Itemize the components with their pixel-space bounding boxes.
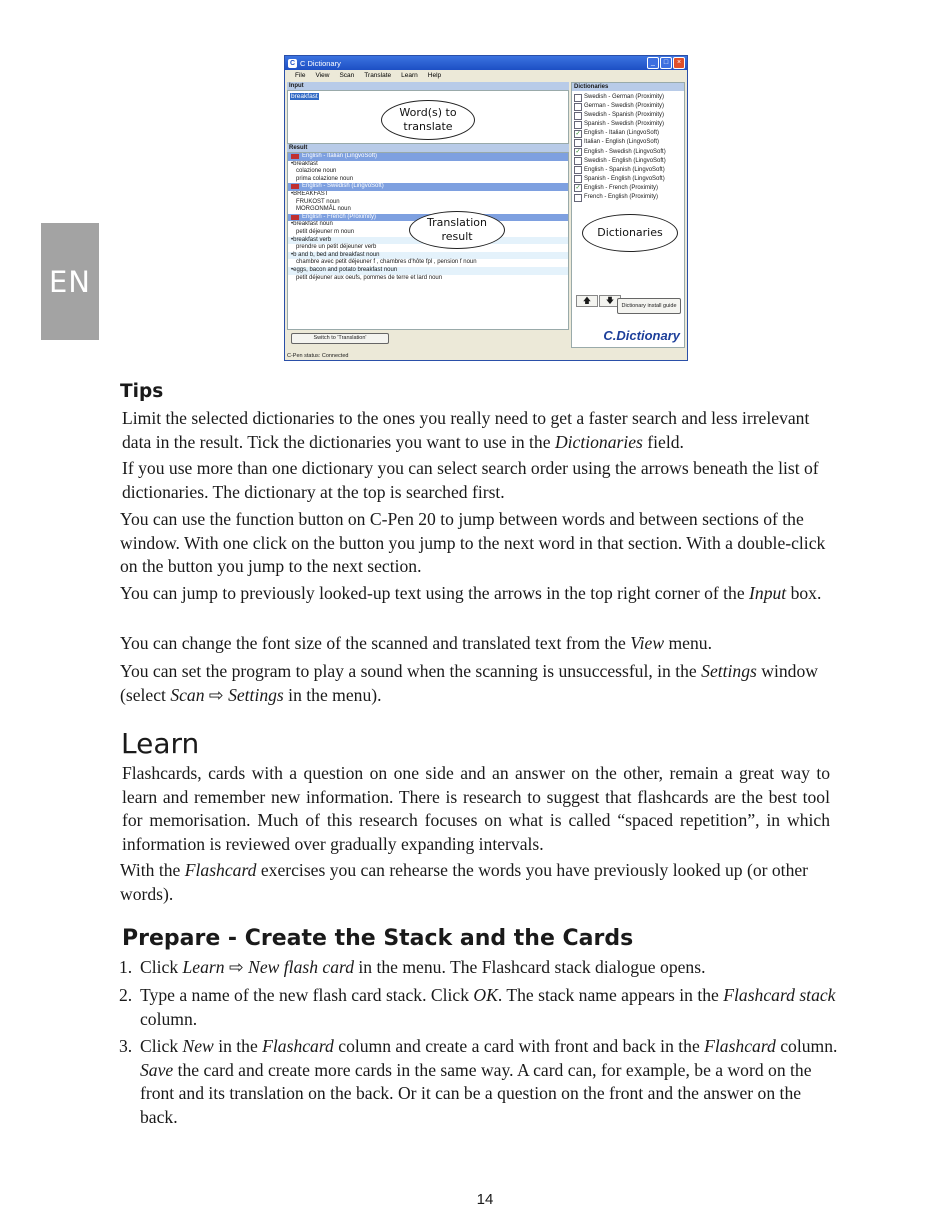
dictionary-checkbox[interactable]: ✓ — [575, 130, 581, 137]
result-dictionary-header: English - Italian (LingvoSoft) — [288, 153, 568, 161]
callout-dictionaries-label: Dictionaries — [597, 226, 663, 239]
text-run: the card and create more cards in the same way. A card can, for example, be a word on the front and its translation on the back. Or it can be a question on the front and the answer on the back. — [140, 1059, 812, 1127]
dictionary-item[interactable] — [574, 102, 682, 111]
text-run: ⇨ — [224, 957, 249, 977]
text-run: in the menu. The Flashcard stack dialogue opens. — [354, 957, 706, 977]
dictionary-checkbox[interactable] — [574, 112, 582, 120]
text-run: box. — [786, 583, 822, 603]
dictionaries-header: Dictionaries — [572, 83, 684, 91]
text-run: column. — [775, 1036, 838, 1056]
result-row: •eggs, bacon and potato breakfast noun — [288, 267, 568, 275]
learn-paragraph-2 — [120, 859, 840, 906]
install-guide-button[interactable]: Dictionary install guide — [617, 298, 681, 314]
dictionary-label: English - Swedish (LingvoSoft) — [584, 148, 666, 155]
text-run: Click — [140, 1036, 183, 1056]
window-title: C Dictionary — [300, 58, 341, 68]
result-row: •b and b, bed and breakfast noun — [288, 252, 568, 260]
menu-help[interactable]: Help — [427, 71, 442, 79]
dictionary-checkbox[interactable] — [574, 157, 582, 165]
language-tab — [41, 223, 99, 340]
dictionary-list — [572, 91, 684, 204]
tip-3 — [120, 508, 840, 579]
text-run: . The stack name appears in the — [497, 985, 724, 1005]
menu-view[interactable]: View — [315, 71, 330, 79]
text-run: in the — [213, 1036, 263, 1056]
move-down-button[interactable]: 🡇 — [599, 295, 621, 307]
step-3 — [119, 1035, 839, 1129]
tip-4 — [120, 582, 840, 606]
learn-heading: Learn — [121, 727, 200, 760]
result-row: •BREAKFAST — [291, 190, 329, 197]
step-1-number: 1. — [119, 957, 133, 977]
minimize-icon[interactable]: _ — [647, 57, 659, 69]
dictionary-item[interactable] — [574, 193, 682, 202]
text-run: Flashcard — [184, 860, 257, 880]
step-3-text — [140, 1035, 839, 1129]
dictionary-label: English - Spanish (LingvoSoft) — [584, 166, 665, 173]
dictionary-screenshot — [284, 55, 688, 361]
dictionary-item[interactable] — [574, 129, 682, 138]
result-row: FRUKOST noun — [296, 198, 340, 205]
dictionary-item[interactable] — [574, 175, 682, 184]
result-row: chambre avec petit déjeuner f , chambres d'hôte fpl , pension f noun — [296, 259, 477, 266]
input-text: breakfast — [291, 93, 318, 100]
text-run: If you use more than one dictionary you can select search order using the arrows beneath the list of dictionaries. The dictionary at the top is searched first. — [122, 458, 819, 502]
dictionary-label: Italian - English (LingvoSoft) — [584, 139, 660, 146]
text-run: You can use the function button on C-Pen 20 to jump between words and between sections of the window. With one click on the button you jump to the next word in that section. With a double-click on the button you jump to the next section. — [120, 509, 826, 576]
dictionary-checkbox[interactable] — [574, 139, 582, 147]
text-run: Type a name of the new flash card stack. Click — [140, 985, 474, 1005]
learn-paragraph-1 — [122, 762, 830, 856]
text-run: View — [630, 633, 665, 653]
dictionary-checkbox[interactable]: ✓ — [575, 185, 581, 192]
text-run: Dictionaries — [554, 431, 643, 452]
dictionary-item[interactable] — [574, 157, 682, 166]
dictionary-checkbox[interactable] — [574, 94, 582, 102]
text-run: You can set the program to play a sound when the scanning is unsuccessful, in the — [120, 661, 702, 681]
menu-scan[interactable]: Scan — [339, 71, 355, 79]
result-header: Result — [287, 144, 569, 152]
status-bar: C-Pen status: Connected — [287, 353, 349, 359]
callout-words-label: Word(s) to translate — [399, 106, 457, 133]
text-run: Settings — [701, 661, 757, 681]
move-up-button[interactable]: 🡅 — [576, 295, 598, 307]
text-run: Flashcard — [704, 1036, 776, 1056]
result-row: colazione noun — [296, 168, 337, 175]
dictionary-label: Spanish - Swedish (Proximity) — [584, 121, 665, 128]
menu-bar — [285, 70, 687, 80]
text-run: New — [182, 1036, 214, 1056]
text-run: Flashcard stack — [723, 985, 836, 1005]
text-run: Save — [140, 1059, 174, 1080]
text-run: column. — [140, 1008, 198, 1029]
step-2-number: 2. — [119, 985, 133, 1005]
step-2 — [119, 984, 839, 1031]
dictionary-label: Swedish - English (LingvoSoft) — [584, 157, 666, 164]
input-header: Input — [287, 82, 569, 90]
text-run: Learn — [182, 957, 225, 977]
language-tab-label: EN — [48, 264, 92, 299]
text-run: OK — [473, 985, 498, 1005]
text-run: With the — [120, 860, 185, 880]
callout-result-label: Translation result — [427, 216, 487, 243]
dictionary-label: French - English (Proximity) — [584, 194, 659, 201]
text-run: column and create a card with front and back in the — [333, 1036, 705, 1056]
tip-6 — [120, 660, 840, 707]
maximize-icon[interactable]: □ — [660, 57, 672, 69]
step-3-number: 3. — [119, 1036, 133, 1056]
result-row: prendre un petit déjeuner verb — [296, 244, 377, 251]
text-run: field. — [642, 431, 684, 452]
dictionary-checkbox[interactable]: ✓ — [575, 149, 581, 156]
dictionary-label: Spanish - English (LingvoSoft) — [584, 175, 665, 182]
tip-2 — [122, 457, 840, 504]
callout-result — [409, 211, 505, 249]
window-titlebar — [285, 56, 687, 70]
text-run: window (select — [120, 661, 818, 705]
learn-paragraph-1-text: Flashcards, cards with a question on one side and an answer on the other, remain a great way to learn and remember new information. There is research to suggest that flashcards are the best tool for memorisation. Much of this research focuses on what is called “spaced repetition”, in which information is reviewed over gradually expanding intervals. — [122, 763, 830, 854]
callout-words — [381, 100, 475, 140]
step-1-text — [140, 956, 839, 980]
text-run: You can jump to previously looked-up text using the arrows in the top right corner of the — [120, 583, 750, 603]
dictionary-item[interactable] — [574, 93, 682, 102]
result-row: MORGONMÅL noun — [296, 206, 351, 213]
result-row: petit déjeuner aux oeufs, pommes de terre et lard noun — [296, 274, 443, 281]
step-1 — [119, 956, 839, 980]
app-logo-icon: C — [289, 59, 296, 67]
result-row: •breakfast — [291, 160, 318, 167]
text-run: Limit the selected dictionaries to the ones you really need to get a faster search and less irrelevant data in the result. Tick the dictionaries you want to use in the — [122, 408, 810, 452]
text-run: You can change the font size of the scanned and translated text from the — [120, 633, 631, 653]
close-icon[interactable]: × — [673, 57, 685, 69]
menu-file[interactable]: File — [295, 71, 306, 79]
prepare-heading: Prepare - Create the Stack and the Cards — [122, 926, 634, 951]
text-run: Input — [749, 583, 787, 603]
callout-dictionaries — [582, 214, 678, 252]
tips-heading: Tips — [120, 381, 164, 402]
dictionary-item[interactable] — [574, 166, 682, 175]
text-run: ⇨ — [204, 684, 229, 705]
dictionary-label: Swedish - German (Proximity) — [584, 94, 665, 100]
result-row: petit déjeuner m noun — [296, 228, 355, 235]
dictionary-label: English - French (Proximity) — [584, 184, 659, 191]
dictionary-item[interactable] — [574, 111, 682, 120]
step-2-text — [140, 984, 839, 1031]
text-run: Flashcard — [262, 1036, 334, 1056]
menu-translate[interactable]: Translate — [364, 71, 392, 79]
dictionary-checkbox[interactable] — [574, 175, 582, 183]
dictionary-item[interactable] — [574, 138, 682, 147]
dictionary-checkbox[interactable] — [574, 166, 582, 174]
text-run: exercises you can rehearse the words you have previously looked up (or other words). — [120, 860, 809, 904]
text-run: in the menu). — [283, 684, 382, 705]
dictionary-label: English - Italian (LingvoSoft) — [584, 130, 660, 137]
text-run: menu. — [664, 633, 712, 653]
page-number: 14 — [476, 1191, 494, 1208]
text-run: New flash card — [248, 957, 354, 977]
dictionary-item[interactable] — [574, 148, 682, 157]
dictionary-checkbox[interactable] — [574, 103, 582, 111]
text-run: Scan — [170, 684, 205, 705]
result-dictionary-header: English - French (Proximity) — [288, 214, 568, 222]
result-row: •breakfast noun — [291, 221, 333, 228]
tip-1 — [122, 407, 840, 454]
dictionary-label: German - Swedish (Proximity) — [584, 103, 665, 110]
result-row: prima colazione noun — [296, 175, 354, 182]
brand-logo: C.Dictionary — [603, 328, 680, 343]
tip-5 — [120, 632, 838, 656]
dictionary-item[interactable] — [574, 120, 682, 129]
result-row: •breakfast verb — [288, 237, 568, 245]
dictionary-label: Swedish - Spanish (Proximity) — [584, 112, 665, 119]
dictionary-checkbox[interactable] — [574, 194, 582, 202]
result-dictionary-header: English - Swedish (LingvoSoft) — [288, 183, 568, 191]
dictionary-item[interactable] — [574, 184, 682, 193]
text-run: Click — [140, 957, 183, 977]
switch-translation-button[interactable]: Switch to 'Translation' — [291, 333, 389, 344]
text-run: Settings — [228, 684, 284, 705]
menu-learn[interactable]: Learn — [401, 71, 418, 79]
dictionary-checkbox[interactable] — [574, 121, 582, 129]
